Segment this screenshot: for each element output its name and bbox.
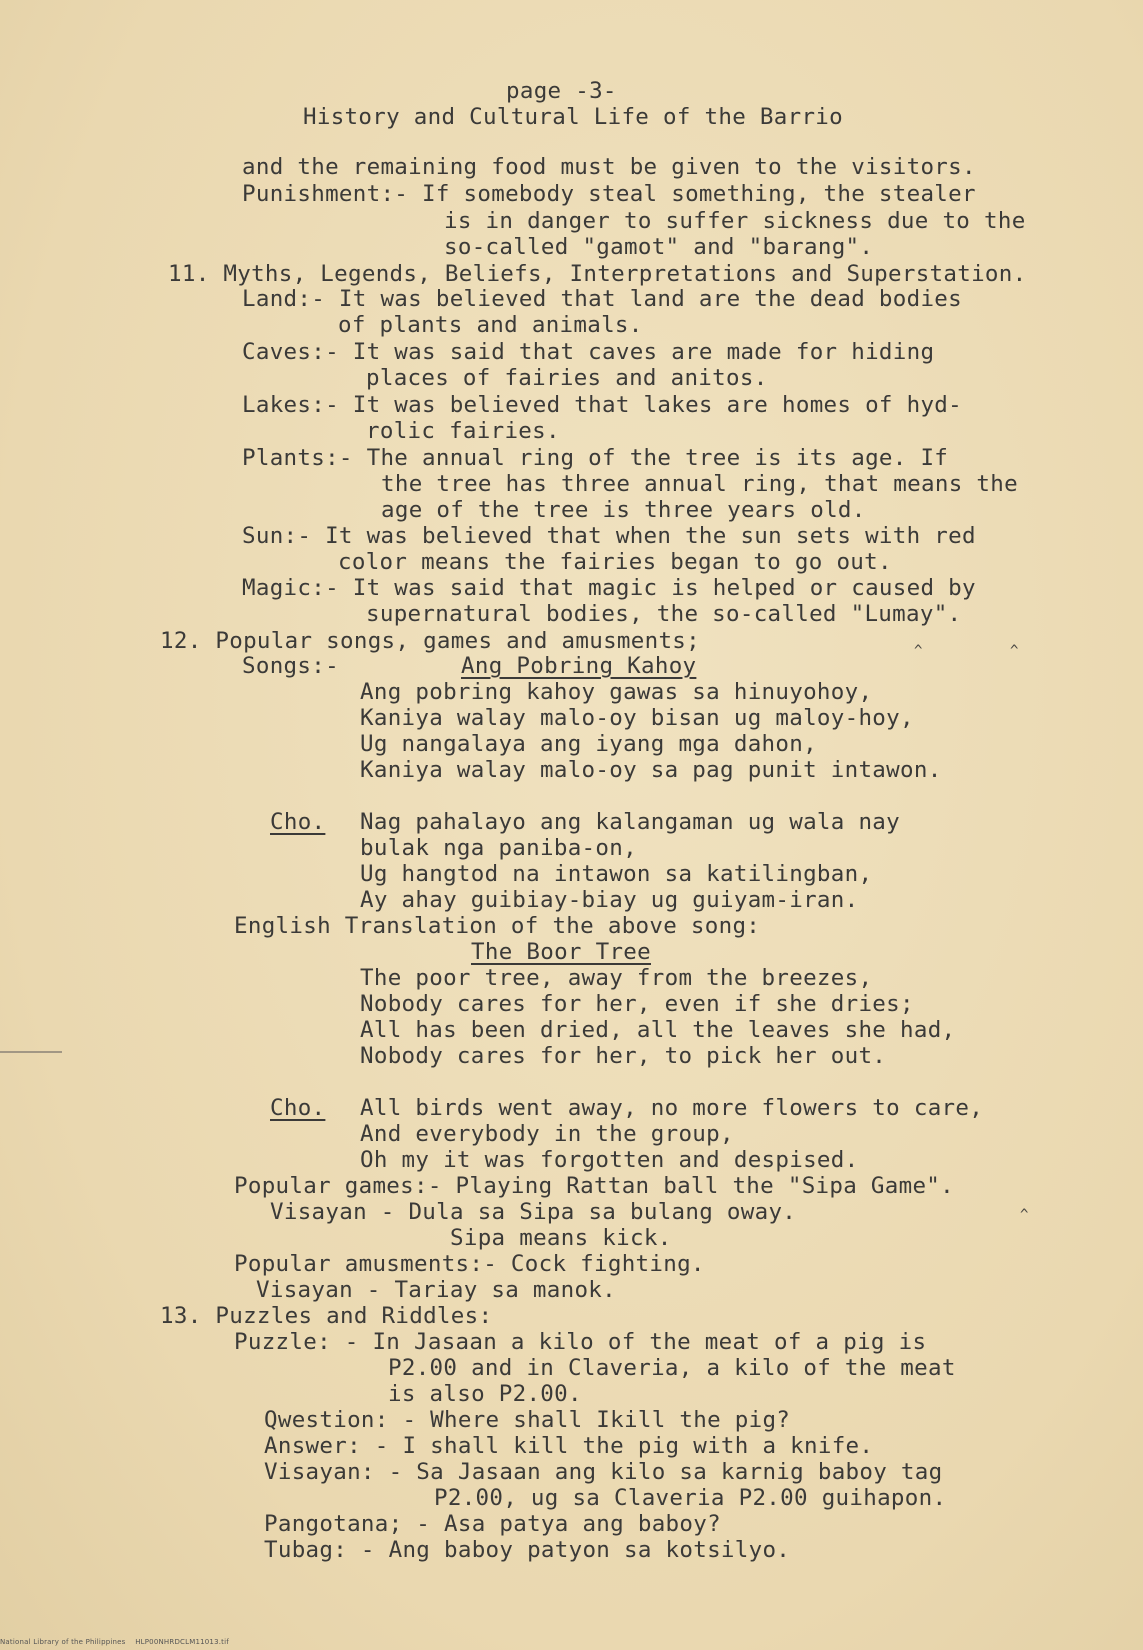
text-line: Pangotana; - Asa patya ang baboy? — [264, 1511, 721, 1537]
translation-title: The Boor Tree — [471, 939, 651, 965]
caret-mark: ^ — [914, 643, 923, 659]
text-line: Ang pobring kahoy gawas sa hinuyohoy, — [360, 679, 873, 705]
text-line: Visayan: - Sa Jasaan ang kilo sa karnig baboy tag — [264, 1459, 943, 1485]
text-line: All birds went away, no more flowers to care, — [360, 1095, 984, 1121]
text-line: Visayan - Dula sa Sipa sa bulang oway. — [270, 1199, 797, 1225]
margin-mark — [0, 1051, 62, 1053]
text-line: Qwestion: - Where shall Ikill the pig? — [264, 1407, 791, 1433]
text-line: Ay ahay guibiay-biay ug guiyam-iran. — [360, 887, 859, 913]
chorus-label: Cho. — [270, 1095, 326, 1121]
text-line: Nobody cares for her, to pick her out. — [360, 1043, 887, 1069]
text-line: Popular games:- Playing Rattan ball the "Sipa Game". — [234, 1173, 954, 1199]
text-line: Answer: - I shall kill the pig with a knife. — [264, 1433, 874, 1459]
text-line: Ug hangtod na intawon sa katilingban, — [360, 861, 873, 887]
page-title: History and Cultural Life of the Barrio — [303, 104, 843, 130]
text-line: English Translation of the above song: — [234, 913, 761, 939]
text-line: Punishment:- If somebody steal something, the stealer — [242, 181, 976, 207]
text-line: Magic:- It was said that magic is helped or caused by — [242, 575, 976, 601]
songs-label: Songs:- — [242, 653, 339, 679]
section-heading-12: 12. Popular songs, games and amusments; — [160, 628, 700, 654]
text-line: Ug nangalaya ang iyang mga dahon, — [360, 731, 817, 757]
text-line: Tubag: - Ang baboy patyon sa kotsilyo. — [264, 1537, 791, 1563]
song-title: Ang Pobring Kahoy — [461, 653, 697, 679]
text-line: Kaniya walay malo-oy sa pag punit intawon. — [360, 757, 942, 783]
text-line: P2.00 and in Claveria, a kilo of the meat — [388, 1355, 956, 1381]
text-line: Nag pahalayo ang kalangaman ug wala nay — [360, 809, 900, 835]
text-line: Sipa means kick. — [450, 1225, 672, 1251]
text-line: color means the fairies began to go out. — [338, 549, 892, 575]
text-line: Nobody cares for her, even if she dries; — [360, 991, 914, 1017]
section-heading-11: 11. Myths, Legends, Beliefs, Interpretations and Superstation. — [168, 261, 1027, 287]
text-line: Sun:- It was believed that when the sun sets with red — [242, 523, 976, 549]
caret-mark: ^ — [1020, 1207, 1029, 1223]
text-line: P2.00, ug sa Claveria P2.00 guihapon. — [434, 1485, 947, 1511]
text-line: Oh my it was forgotten and despised. — [360, 1147, 859, 1173]
page-number: page -3- — [506, 78, 617, 104]
text-line: of plants and animals. — [338, 312, 643, 338]
text-line: The poor tree, away from the breezes, — [360, 965, 873, 991]
section-heading-13: 13. Puzzles and Riddles: — [160, 1303, 493, 1329]
text-line: and the remaining food must be given to the visitors. — [242, 154, 976, 180]
text-line: Popular amusments:- Cock fighting. — [234, 1251, 705, 1277]
text-line: is also P2.00. — [388, 1381, 582, 1407]
text-line: the tree has three annual ring, that means the — [381, 471, 1018, 497]
text-line: Caves:- It was said that caves are made for hiding — [242, 339, 935, 365]
text-line: All has been dried, all the leaves she had, — [360, 1017, 956, 1043]
text-line: is in danger to suffer sickness due to the — [444, 208, 1026, 234]
text-line: Puzzle: - In Jasaan a kilo of the meat of a pig is — [234, 1329, 927, 1355]
archive-footer: National Library of the Philippines HLP00NHRDCLM11013.tif — [0, 1638, 229, 1646]
text-line: Plants:- The annual ring of the tree is its age. If — [242, 445, 949, 471]
text-line: Visayan - Tariay sa manok. — [256, 1277, 616, 1303]
text-line: rolic fairies. — [366, 418, 560, 444]
chorus-label: Cho. — [270, 809, 326, 835]
text-line: And everybody in the group, — [360, 1121, 734, 1147]
caret-mark: ^ — [1010, 643, 1019, 659]
text-line: Kaniya walay malo-oy bisan ug maloy-hoy, — [360, 705, 914, 731]
text-line: age of the tree is three years old. — [381, 497, 866, 523]
text-line: Lakes:- It was believed that lakes are homes of hyd- — [242, 392, 962, 418]
text-line: so-called "gamot" and "barang". — [444, 234, 874, 260]
text-line: Land:- It was believed that land are the dead bodies — [242, 286, 962, 312]
text-line: bulak nga paniba-on, — [360, 835, 637, 861]
text-line: supernatural bodies, the so-called "Lumay". — [366, 601, 962, 627]
text-line: places of fairies and anitos. — [366, 365, 768, 391]
